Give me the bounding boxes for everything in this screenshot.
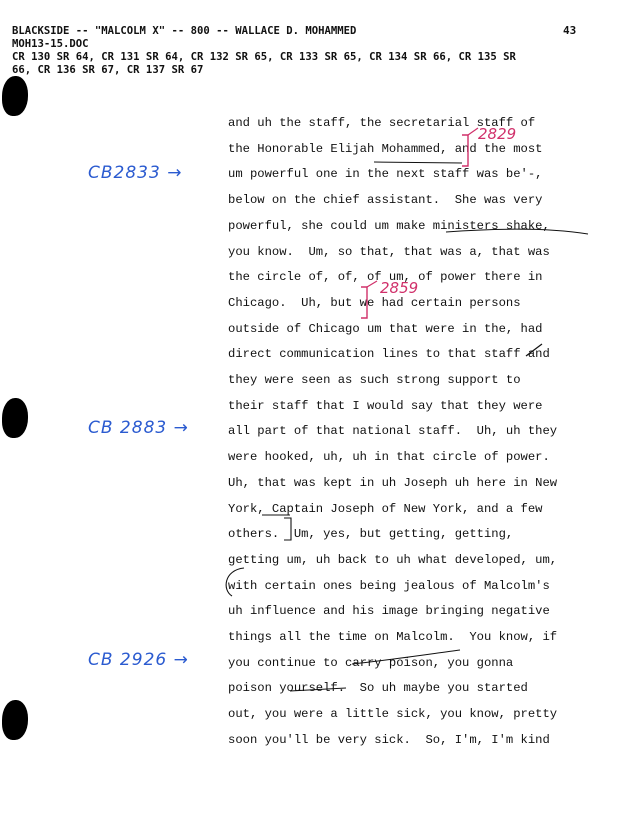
underline-mohammed (374, 162, 462, 163)
transcript-line: direct communication lines to that staff and (228, 347, 550, 362)
transcript-line: things all the time on Malcolm. You know, if (228, 630, 558, 644)
strike-staff (526, 344, 542, 356)
red-bracket-1 (462, 135, 468, 166)
transcript-line: soon you'll be very sick. So, I'm, I'm kind (228, 732, 550, 747)
inline-code-2829: 2829 (478, 125, 517, 143)
transcript-line: the Honorable Elijah Mohammed, and the most (228, 141, 543, 156)
red-bracket-2 (361, 287, 367, 318)
inline-code-2859: 2859 (380, 279, 419, 297)
timecode-annotation-2: CB 2883 → (88, 418, 189, 438)
transcript-line: Chicago. Uh, but we had certain persons (228, 295, 521, 310)
red-tick-1 (468, 128, 478, 135)
transcript-line: all part of that national staff. Uh, uh they (228, 424, 558, 439)
transcript-line: were hooked, uh, uh in that circle of power. (228, 450, 550, 465)
header-codes-line-1: CR 130 SR 64, CR 131 SR 64, CR 132 SR 65, CR 133 SR 65, CR 134 SR 66, CR 135 SR (12, 51, 516, 63)
transcript-line: powerful, she could um make ministers shake, (228, 218, 550, 233)
transcript-line: they were seen as such strong support to (228, 373, 521, 387)
transcript-line: York, Captain Joseph of New York, and a few (228, 501, 543, 516)
transcript-line: out, you were a little sick, you know, pretty (228, 707, 558, 722)
transcript-line: and uh the staff, the secretarial staff of (228, 116, 536, 130)
transcript-line: the circle of, of, of um, of power there in (228, 270, 543, 285)
transcript-line: poison yourself. So uh maybe you started (228, 681, 528, 696)
transcript-line: below on the chief assistant. She was very (228, 193, 543, 208)
underline-yourself (290, 688, 346, 691)
transcript-line: their staff that I would say that they were (228, 398, 543, 413)
curve-with (226, 568, 244, 596)
header-title: BLACKSIDE -- "MALCOLM X" -- 800 -- WALLACE D. MOHAMMED (12, 25, 357, 37)
black-bracket-others (284, 518, 291, 540)
underline-ministers-shake (446, 229, 588, 234)
page-number: 43 (563, 24, 577, 37)
line-carry-poison (352, 650, 460, 664)
transcript-line: outside of Chicago um that were in the, had (228, 321, 543, 336)
transcript-line: getting um, uh back to uh what developed, um, (228, 552, 558, 567)
transcript-line: others. Um, yes, but getting, getting, (228, 527, 514, 542)
transcript-line: you know. Um, so that, that was a, that was (228, 244, 550, 259)
timecode-annotation-3: CB 2926 → (88, 650, 189, 670)
header-filename: MOH13-15.DOC (12, 38, 89, 50)
timecode-annotation-1: CB2833 → (88, 163, 183, 183)
transcript-line: Uh, that was kept in uh Joseph uh here in New (228, 475, 558, 490)
transcript-line: you continue to carry poison, you gonna (228, 655, 514, 670)
transcript-line: with certain ones being jealous of Malcolm's (228, 578, 550, 593)
header-codes-line-2: 66, CR 136 SR 67, CR 137 SR 67 (12, 64, 204, 76)
transcript-line: um powerful one in the next staff was be'-, (228, 167, 543, 182)
red-tick-2 (367, 281, 377, 287)
transcript-line: uh influence and his image bringing negative (228, 604, 550, 619)
